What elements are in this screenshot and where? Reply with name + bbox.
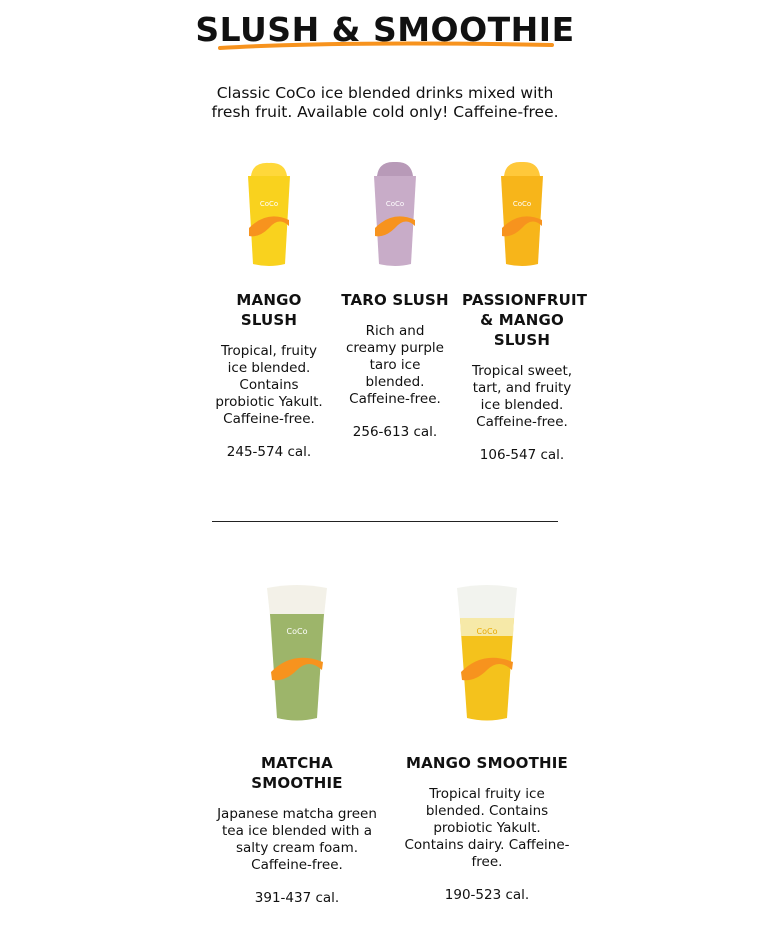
product-name: MANGO SMOOTHIE xyxy=(405,754,569,772)
mango-smoothie-cup-image xyxy=(447,580,527,726)
product-mango-slush[interactable] xyxy=(210,158,328,461)
passionfruit-mango-slush-cup-image xyxy=(492,158,552,270)
title-underline xyxy=(218,38,554,52)
product-description: Rich and creamy purple taro ice blended. Caffeine-free. xyxy=(346,323,444,407)
product-name: TARO SLUSH xyxy=(341,291,449,309)
taro-slush-cup-image xyxy=(365,158,425,270)
product-matcha-smoothie[interactable] xyxy=(214,580,380,907)
section-title: SLUSH & SMOOTHIE xyxy=(195,10,575,49)
matcha-smoothie-cup-image xyxy=(257,580,337,726)
product-calories: 391-437 cal. xyxy=(254,890,340,906)
cup-logo: CoCo xyxy=(385,200,405,208)
section-intro: Classic CoCo ice blended drinks mixed with fresh fruit. Available cold only! Caffeine-free. xyxy=(211,84,559,121)
product-calories: 190-523 cal. xyxy=(444,887,530,903)
product-calories: 245-574 cal. xyxy=(226,444,312,460)
product-calories: 106-547 cal. xyxy=(479,447,565,463)
product-name: MATCHA SMOOTHIE xyxy=(251,754,343,792)
product-description: Tropical, fruity ice blended. Contains probiotic Yakult. Caffeine-free. xyxy=(215,343,323,427)
product-passionfruit-mango-slush[interactable] xyxy=(462,158,588,464)
product-taro-slush[interactable] xyxy=(339,158,451,441)
cup-logo: CoCo xyxy=(476,627,498,636)
cup-logo: CoCo xyxy=(259,200,279,208)
product-mango-smoothie[interactable] xyxy=(403,580,571,904)
section-divider xyxy=(212,521,558,522)
product-description: Japanese matcha green tea ice blended with a salty cream foam. Caffeine-free. xyxy=(217,806,377,873)
product-name: PASSIONFRUIT & MANGO SLUSH xyxy=(462,291,588,349)
product-calories: 256-613 cal. xyxy=(352,424,438,440)
product-description: Tropical fruity ice blended. Contains probiotic Yakult. Contains dairy. Caffeine-free. xyxy=(404,786,570,870)
cup-logo: CoCo xyxy=(286,627,308,636)
cup-logo: CoCo xyxy=(512,200,532,208)
product-description: Tropical sweet, tart, and fruity ice blended. Caffeine-free. xyxy=(471,363,573,430)
mango-slush-cup-image xyxy=(239,158,299,270)
product-name: MANGO SLUSH xyxy=(236,291,302,329)
